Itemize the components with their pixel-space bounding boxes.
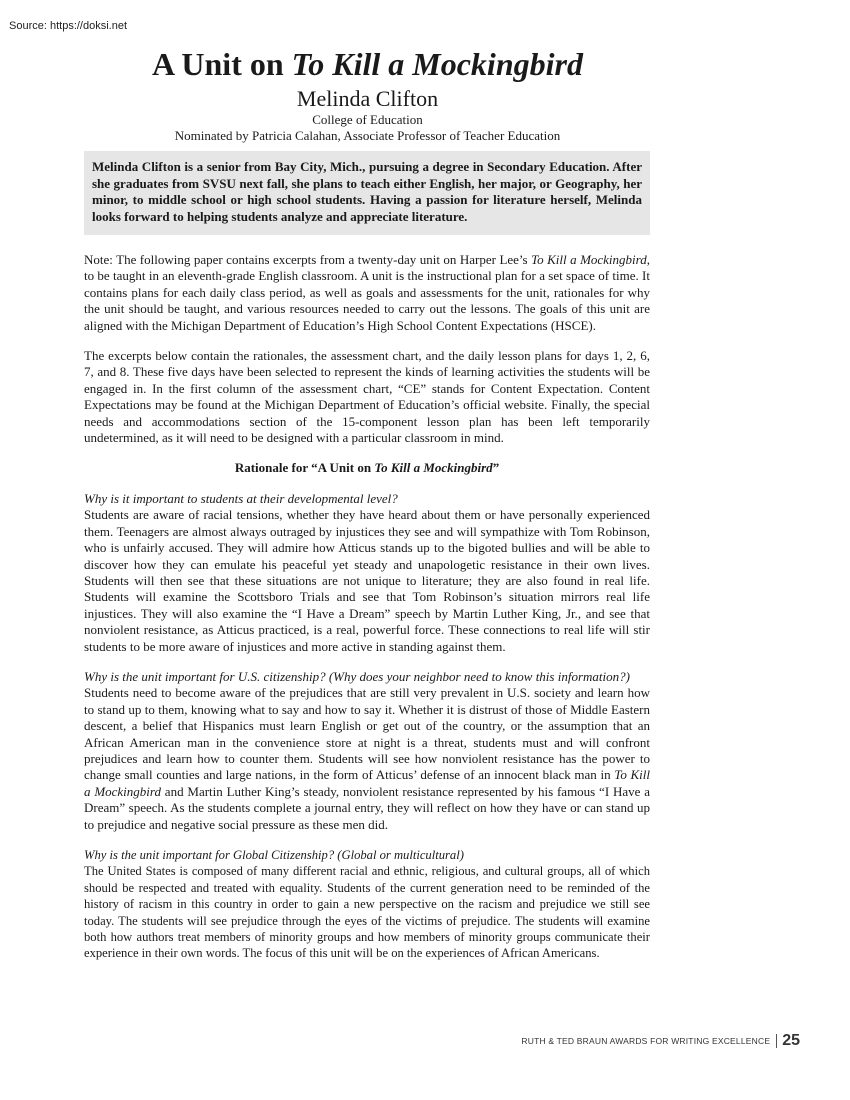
note-book-title: To Kill a Mockingbird [531,252,647,267]
nomination-line: Nominated by Patricia Calahan, Associate Professor of Teacher Education [174,128,561,143]
answer-global: The United States is composed of many different racial and ethnic, religious, and cultural groups, all of which should be respected and treated with equality. Students of the current generation need to be reminded of the history of racism in this country in order to gain a new perspective on the racism and prejudice we still see today. The students will see prejudice through the eyes of the victims of prejudice. The students will examine both how authors treat members of minority groups and how members of minority groups communicate their experience in their own words. The focus of this unit will be on the experiences of African Americans. [84,864,650,961]
question-global: Why is the unit important for Global Citizenship? (Global or multicultural) [84,848,464,862]
page-number: 25 [782,1032,800,1049]
note-text-cont: , to be taught in an eleventh-grade English classroom. A unit is the instructional plan for a set space of time. It contains plans for each daily class period, as well as goals and assessments for the unit, rationales for why the unit should be taught, and various resources needed to carry out the lessons. The goals of this unit are aligned with the Michigan Department of Education’s High School Content Expectations (HSCE). [84,252,650,333]
title-book: To Kill a Mockingbird [291,46,583,82]
rationale-section-citizenship [84,669,650,833]
excerpts-paragraph: The excerpts below contain the rationales, the assessment chart, and the daily lesson plans for days 1, 2, 6, 7, and 8. These five days have been selected to represent the kinds of learning activities the students will be engaged in. In the first column of the assessment chart, “CE” stands for Content Expectation. Content Expectations may be found at the Michigan Department of Education’s official website. Finally, the special needs and accommodations section of the 15-component lesson plan has been left temporarily undetermined, as it will need to be designed with a particular classroom in mind. [84,348,650,446]
rationale-heading [84,460,650,476]
answer-developmental: Students are aware of racial tensions, whether they have heard about them or have personally experienced them. Teenagers are almost always outraged by injustices they see and will sympathize with Tom Robinson, who is unfairly accused. They will admire how Atticus stands up to the bigoted bullies and will be able to discover how they can emulate his peaceful yet steady and unapologetic resistance in their own lives. Students will then see that these situations are not unique to literature; they are also found in real life. Students will examine the Scottsboro Trials and see that Tom Robinson’s situation mirrors real life injustices. They will also examine the “I Have a Dream” speech by Martin Luther King, Jr., and see that nonviolent resistance, as Atticus practiced, is a real, powerful force. These connections to real life will stir students to be more aware of injustices and more active in standing against them. [84,507,650,654]
page-footer [521,1032,800,1050]
author-name: Melinda Clifton [296,86,439,111]
article-body [84,252,650,976]
answer-citizenship: Students need to become aware of the prejudices that are still very prevalent in U.S. society and learn how to stand up to them, knowing what to say and how to say it. Whether it is distrust of those of Middle Eastern descent, a belief that Hispanics must learn English or get out of the country, or the assumption that an African American man in the convenience store at night is a threat, students must and will confront prejudices and learn how to counter them. Students will see how nonviolent resistance has the power to change small counties and large nations, in the form of Atticus’ defense of an innocent black man in [84,685,650,783]
title-prefix: A Unit on [152,46,292,82]
question-developmental: Why is it important to students at their developmental level? [84,490,398,506]
question-citizenship: Why is the unit important for U.S. citizenship? (Why does your neighbor need to know this information?) [84,668,630,684]
author-bio-box: Melinda Clifton is a senior from Bay City, Mich., pursuing a degree in Secondary Education. After she graduates from SVSU next fall, she plans to teach either English, her major, or Geography, her minor, to middle school or high school students. Having a passion for literature herself, Melinda looks forward to helping students analyze and appreciate literature. [84,151,650,235]
source-url: Source: https://doksi.net [9,20,128,32]
rationale-section-developmental [84,491,650,655]
heading-close: ” [492,460,500,476]
heading-book-title: To Kill a Mockingbird [374,460,493,476]
college-name: College of Education [312,112,423,127]
answer-book-title: To Kill a Mockingbird [84,767,650,799]
heading-text: Rationale for “A Unit on [234,460,375,476]
footer-divider [776,1034,777,1048]
page-title [0,44,735,84]
footer-text: RUTH & TED BRAUN AWARDS FOR WRITING EXCELLENCE [521,1036,771,1046]
note-text: Note: The following paper contains excerpts from a twenty-day unit on Harper Lee’s [84,252,532,267]
note-paragraph [84,252,650,334]
answer-citizenship-cont: and Martin Luther King’s steady, nonviolent resistance represented by his famous “I Have a Dream” speech. As the students complete a journal entry, they will reflect on how they have or can stand up to prejudice and negative social pressure as these men did. [84,783,650,832]
rationale-section-global [84,847,650,962]
page-header [0,44,735,144]
